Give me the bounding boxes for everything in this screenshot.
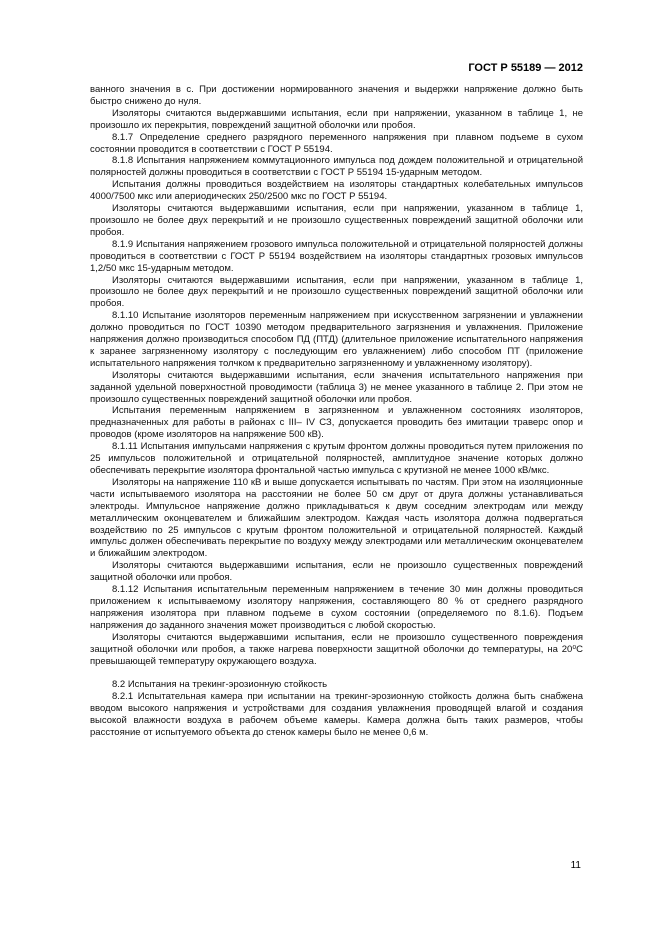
paragraph-8-1-10: 8.1.10 Испытание изоляторов переменным напряжением при искусственном загрязнении и увлажнении должно проводиться по ГОСТ 10390 методом предварительного загрязнения и увлажнения. Приложение напряжения должно производиться способом ПД (ПТД) (длительное приложение испытательного напряжения к заранее загрязненному изолятору с последующим его увлажнением) либо способом ПТ (приложение испытательного напряжения толчком к предварительно загрязненному и увлажненному изолятору). [90, 310, 583, 369]
paragraph-8-2-1: 8.2.1 Испытательная камера при испытании на трекинг-эрозионную стойкость должна быть снабжена вводом высокого напряжения и устройствами для создания увлажнения проводящей влагой и создания высокой влажности воздуха в рабочем объеме камеры. Камера должна быть таких размеров, чтобы расстояние от испытуемого объекта до стенок камеры было не менее 0,6 м. [90, 691, 583, 739]
paragraph: Изоляторы считаются выдержавшими испытания, если при напряжении, указанном в таблице 1, произошло не более двух перекрытий и не произошло существенных повреждений защитной оболочки или пробоя. [90, 274, 583, 310]
paragraph-8-1-9: 8.1.9 Испытания напряжением грозового импульса положительной и отрицательной полярностей должны проводиться в соответствии с ГОСТ Р 55194 воздействием на изоляторы стандартных грозовых импульсов 1,2/50 мкс 15-ударным методом. [90, 238, 583, 274]
paragraph: Изоляторы считаются выдержавшими испытания, если не произошло существенного повреждения защитной оболочки или пробоя, а также нагрева поверхности защитной оболочки до температуры, на 20⁰С превышающей температуру окружающего воздуха. [90, 631, 583, 667]
paragraph-8-1-11: 8.1.11 Испытания импульсами напряжения с крутым фронтом должны проводиться путем приложения по 25 импульсов положительной и отрицательной полярностей, амплитудное значение которых должно обеспечивать перекрытие изолятора фронтальной частью импульса с крутизной не менее 1000 кВ/мкс. [90, 441, 583, 476]
paragraph: Изоляторы считаются выдержавшими испытания, если при напряжении, указанном в таблице 1, не произошло их перекрытия, повреждений защитной оболочки или пробоя. [90, 107, 583, 131]
document-body [90, 84, 583, 739]
section-heading-8-2: 8.2 Испытания на трекинг-эрозионную стойкость [112, 679, 328, 691]
paragraph: Испытания должны проводиться воздействием на изоляторы стандартных колебательных импульсов 4000/7500 мкс или апериодических 250/2500 мкс по ГОСТ Р 55194. [90, 179, 583, 203]
document-header: ГОСТ Р 55189 — 2012 [468, 62, 583, 74]
paragraph: Изоляторы считаются выдержавшими испытания, если значения испытательного напряжения при заданной удельной поверхностной проводимости (таблица 3) не менее указанного в таблице 2. При этом не произошло существенных повреждений защитной оболочки или пробоя. [90, 369, 583, 405]
paragraph: Изоляторы считаются выдержавшими испытания, если не произошло существенных повреждений защитной оболочки или пробоя. [90, 560, 583, 584]
paragraph: Изоляторы считаются выдержавшими испытания, если при напряжении, указанном в таблице 1, произошло не более двух перекрытий и не произошло существенных повреждений защитной оболочки или пробоя. [90, 203, 583, 238]
paragraph: Изоляторы на напряжение 110 кВ и выше допускается испытывать по частям. При этом на изоляционные части испытываемого изолятора на расстоянии не более 50 см друг от друга должны устанавливаться электроды. Импульсное напряжение должно прикладываться к двум соседним электродам или между металлическим оконцевателем и ближайшим электродом. Каждая часть изолятора должна подвергаться воздействию по 25 импульсов с крутым фронтом положительной и отрицательной полярностей. Каждый импульс должен обеспечивать перекрытие по воздуху между электродами или металлическим оконцевателем и ближайшим электродом. [90, 476, 583, 560]
page-number: 11 [570, 860, 581, 871]
paragraph: Испытания переменным напряжением в загрязненном и увлажненном состояниях изоляторов, предназначенных для работы в районах с III– IV СЗ, допускается проводить без имитации траверс опор и проводов (кроме изоляторов на напряжение 500 кВ). [90, 405, 583, 441]
paragraph-8-1-12: 8.1.12 Испытания испытательным переменным напряжением в течение 30 мин должны проводиться приложением к испытываемому изолятору напряжения, составляющего 80 % от среднего разрядного напряжения изолятора при плавном подъеме в сухом состоянии (определяемого по 8.1.6). Подъем напряжения до заданного значения может производиться с любой скоростью. [90, 584, 583, 631]
paragraph-8-1-8: 8.1.8 Испытания напряжением коммутационного импульса под дождем положительной и отрицательной полярностей должны проводиться в соответствии с ГОСТ Р 55194 15-ударным методом. [90, 155, 583, 179]
paragraph-8-1-7: 8.1.7 Определение среднего разрядного переменного напряжения при плавном подъеме в сухом состоянии проводится в соответствии с ГОСТ Р 55194. [90, 131, 583, 155]
paragraph-continuation: ванного значения в с. При достижении нормированного значения и выдержки напряжение должно быть быстро снижено до нуля. [90, 84, 583, 107]
